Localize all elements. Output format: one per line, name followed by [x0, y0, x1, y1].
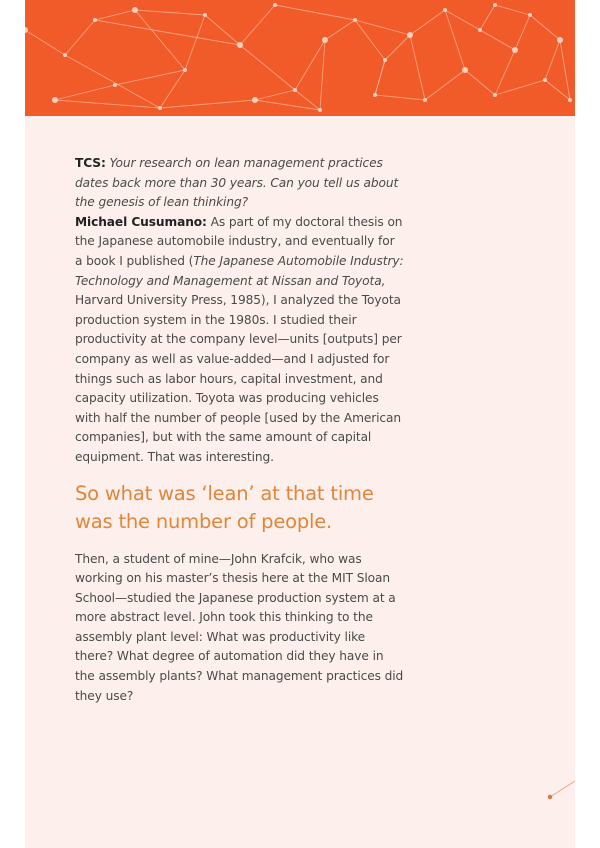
answer-speaker: Michael Cusumano: — [75, 214, 207, 229]
network-edge — [240, 5, 275, 45]
network-node — [322, 37, 328, 43]
network-edge — [355, 20, 410, 35]
network-node — [568, 98, 572, 102]
network-node — [63, 53, 67, 57]
network-edge — [515, 15, 530, 50]
network-edge — [545, 80, 570, 100]
network-node — [52, 97, 58, 103]
network-edge — [275, 5, 355, 20]
network-edge — [495, 50, 515, 95]
network-node — [423, 98, 427, 102]
network-edge — [560, 40, 570, 100]
network-node — [237, 42, 243, 48]
network-edge — [425, 70, 465, 100]
network-edge — [375, 60, 385, 95]
network-edge — [295, 40, 325, 90]
network-node — [543, 78, 547, 82]
network-node — [478, 28, 482, 32]
network-node — [383, 58, 387, 62]
network-edge — [65, 55, 160, 108]
question-speaker: TCS: — [75, 156, 106, 170]
network-edge — [410, 10, 445, 35]
network-node — [252, 97, 258, 103]
network-node — [273, 3, 277, 7]
network-node — [293, 88, 297, 92]
network-edge — [95, 10, 135, 20]
network-node — [93, 18, 97, 22]
network-edge — [240, 45, 295, 90]
network-edge — [25, 30, 65, 55]
article-body — [75, 154, 405, 706]
book-title: The Japanese Automobile Industry: Technology and Management at Nissan and Toyota, — [75, 253, 404, 288]
network-edge — [205, 15, 240, 45]
pull-quote: So what was ‘lean’ at that time was the number of people. — [75, 481, 374, 533]
network-node — [512, 47, 518, 53]
network-edge — [530, 15, 560, 40]
network-edge — [495, 80, 545, 95]
network-edge — [255, 100, 320, 110]
network-edge — [185, 15, 205, 70]
network-edge — [325, 20, 355, 40]
network-node — [443, 8, 447, 12]
network-node — [373, 93, 377, 97]
network-node — [353, 18, 357, 22]
network-edge — [465, 70, 495, 95]
network-edge — [355, 20, 385, 60]
network-node — [132, 7, 138, 13]
network-edge — [160, 70, 185, 108]
network-node — [158, 106, 162, 110]
network-node — [462, 67, 468, 73]
paragraph-2: Then, a student of mine—John Krafcik, who was working on his master’s thesis here at the MIT Sloan School—studied the Japanese production system at a more abstract level. John took this thinking to the assembly plant level: What was productivity like there? What degree of automation did they have in the assembly plants? What management practices did they use? — [75, 551, 404, 703]
network-node — [493, 3, 497, 7]
network-edge — [135, 10, 185, 70]
network-edge — [445, 10, 465, 70]
corner-line-icon — [540, 775, 580, 805]
header-banner — [25, 0, 575, 116]
network-edge — [115, 70, 185, 85]
network-edge — [480, 5, 495, 30]
network-node — [318, 108, 322, 112]
network-edge — [55, 85, 115, 100]
network-edge — [375, 95, 425, 100]
network-edge — [545, 40, 560, 80]
network-edge — [95, 20, 240, 45]
network-edge — [255, 90, 295, 100]
interview-answer — [75, 213, 405, 468]
question-text: Your research on lean management practices dates back more than 30 years. Can you tell us about the genesis of lean thinking? — [75, 156, 399, 210]
network-edge — [135, 10, 205, 15]
network-node — [557, 37, 563, 43]
network-node — [183, 68, 187, 72]
network-edge — [65, 20, 95, 55]
network-node — [528, 13, 532, 17]
network-edge — [410, 35, 425, 100]
answer-text-part1: As part of my doctoral thesis on the Japanese automobile industry, and eventually for a book I published ( — [75, 214, 403, 268]
interview-question — [75, 154, 405, 213]
network-node — [407, 32, 413, 38]
network-graph-icon — [25, 0, 575, 116]
network-edge — [385, 35, 410, 60]
network-edge — [55, 100, 160, 108]
network-edge — [160, 100, 255, 108]
network-edge — [495, 5, 530, 15]
network-node — [203, 13, 207, 17]
network-edge — [320, 40, 325, 110]
network-node — [493, 93, 497, 97]
network-edge — [480, 30, 515, 50]
answer-text-part2: Harvard University Press, 1985), I analyzed the Toyota production system in the 1980s. I studied their productivity at the company level—units [outputs] per company as well as value-added—and I adjusted for things such as labor hours, capital investment, and capacity utilization. Toyota was producing vehicles with half the number of people [used by the American companies], but with the same amount of capital equipment. That was interesting. — [75, 293, 402, 464]
network-node — [113, 83, 117, 87]
